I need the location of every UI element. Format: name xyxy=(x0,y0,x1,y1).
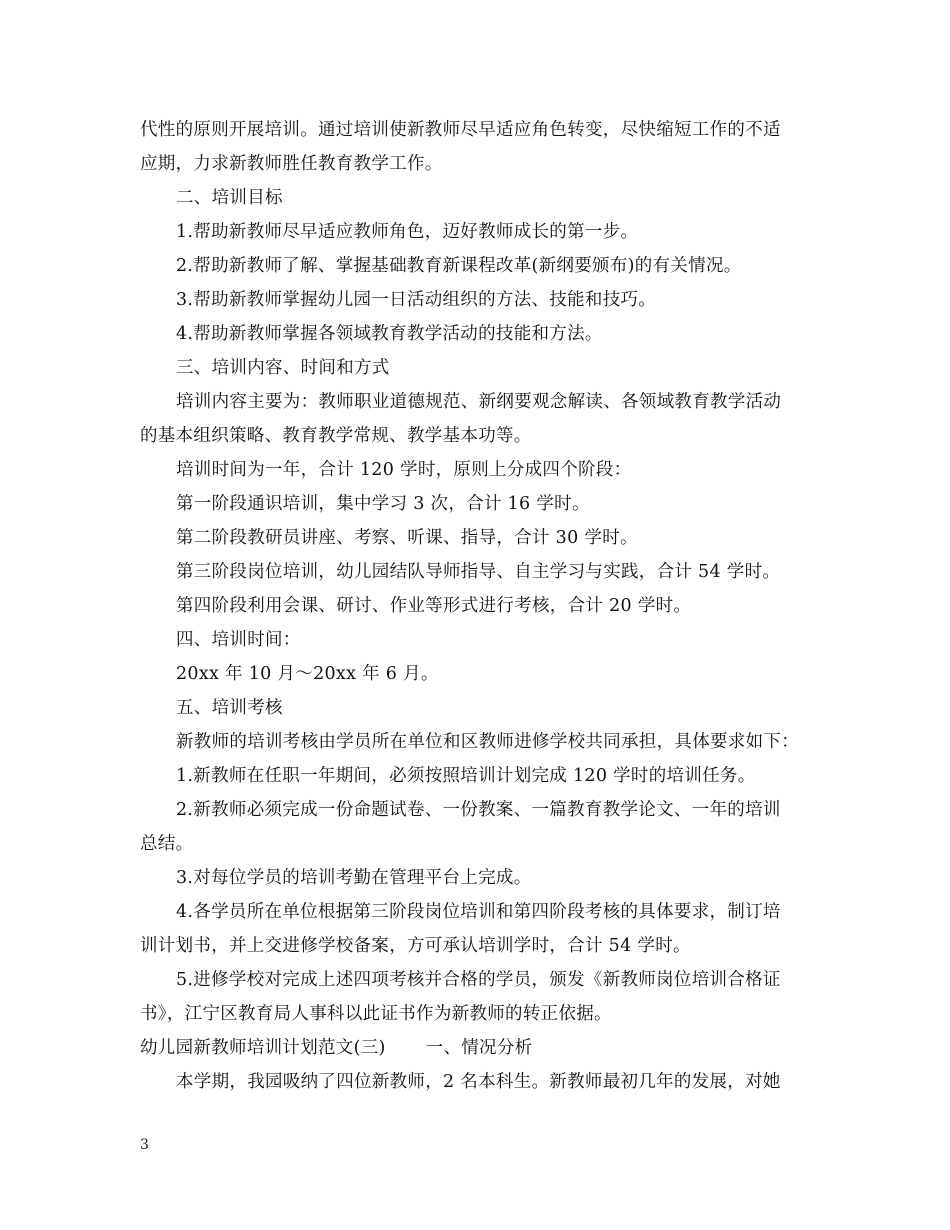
list-item: 2.新教师必须完成一份命题试卷、一份教案、一篇教育教学论文、一年的培训 xyxy=(176,800,781,820)
list-item: 3.帮助新教师掌握幼儿园一日活动组织的方法、技能和技巧。 xyxy=(176,290,657,310)
stage-line: 第二阶段教研员讲座、考察、听课、指导，合计 30 学时。 xyxy=(176,528,638,548)
text-line: 代性的原则开展培训。通过培训使新教师尽早适应角色转变，尽快缩短工作的不适 xyxy=(140,120,781,140)
stage-line: 第四阶段利用会课、研讨、作业等形式进行考核，合计 20 学时。 xyxy=(176,596,692,616)
section-title-text: 幼儿园新教师培训计划范文(三) xyxy=(140,1038,386,1058)
list-item: 2.帮助新教师了解、掌握基础教育新课程改革(新纲要颁布)的有关情况。 xyxy=(176,256,742,276)
text-line: 总结。 xyxy=(140,834,194,854)
stage-line: 第一阶段通识培训，集中学习 3 次，合计 16 学时。 xyxy=(176,494,590,514)
text-line: 培训时间为一年，合计 120 学时，原则上分成四个阶段： xyxy=(176,460,632,480)
text-line: 训计划书，并上交进修学校备案，方可承认培训学时，合计 54 学时。 xyxy=(140,936,691,956)
section-heading: 四、培训时间： xyxy=(176,630,301,650)
page-number: 3 xyxy=(140,1137,149,1153)
text-line: 新教师的培训考核由学员所在单位和区教师进修学校共同承担，具体要求如下： xyxy=(176,732,799,752)
list-item: 1.新教师在任职一年期间，必须按照培训计划完成 120 学时的培训任务。 xyxy=(176,766,756,786)
stage-line: 第三阶段岗位培训，幼儿园结队导师指导、自主学习与实践，合计 54 学时。 xyxy=(176,562,781,582)
text-line: 本学期，我园吸纳了四位新教师，2 名本科生。新教师最初几年的发展，对她 xyxy=(176,1072,781,1092)
document-section-title xyxy=(140,1031,830,1065)
text-line: 培训内容主要为：教师职业道德规范、新纲要观念解读、各领域教育教学活动 xyxy=(176,392,782,412)
section-heading: 二、培训目标 xyxy=(176,188,283,208)
text-line: 的基本组织策略、教育教学常规、教学基本功等。 xyxy=(140,426,532,446)
section-heading: 五、培训考核 xyxy=(176,698,283,718)
list-item: 4.各学员所在单位根据第三阶段岗位培训和第四阶段考核的具体要求，制订培 xyxy=(176,902,781,922)
text-line: 书》，江宁区教育局人事科以此证书作为新教师的转正依据。 xyxy=(140,1004,612,1024)
document-body xyxy=(140,113,830,1099)
text-line: 20xx 年 10 月～20xx 年 6 月。 xyxy=(176,664,439,684)
section-heading: 三、培训内容、时间和方式 xyxy=(176,358,390,378)
list-item: 3.对每位学员的培训考勤在管理平台上完成。 xyxy=(176,868,532,888)
list-item: 5.进修学校对完成上述四项考核并合格的学员，颁发《新教师岗位培训合格证 xyxy=(176,970,781,990)
text-line: 应期，力求新教师胜任教育教学工作。 xyxy=(140,154,443,174)
list-item: 4.帮助新教师掌握各领域教育教学活动的技能和方法。 xyxy=(176,324,603,344)
list-item: 1.帮助新教师尽早适应教师角色，迈好教师成长的第一步。 xyxy=(176,222,639,242)
section-subheading: 一、情况分析 xyxy=(425,1038,533,1058)
